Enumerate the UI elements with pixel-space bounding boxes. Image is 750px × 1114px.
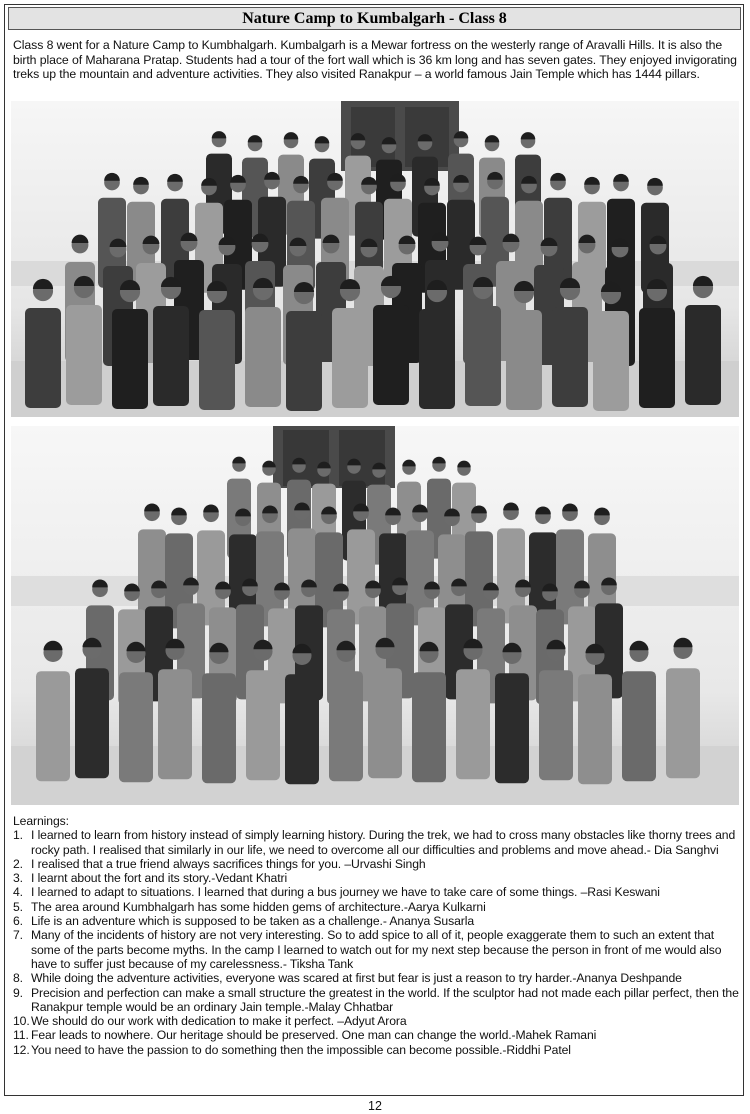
learning-text: Life is an adventure which is supposed to be taken as a challenge.- Ananya Susarla — [31, 914, 475, 929]
learning-item — [13, 914, 741, 928]
learning-item — [13, 900, 741, 914]
learning-number: 1. — [13, 828, 23, 843]
learning-item — [13, 1028, 741, 1042]
learning-number: 5. — [13, 899, 23, 914]
group-photo-casual — [11, 101, 739, 417]
page-title: Nature Camp to Kumbalgarh - Class 8 — [242, 10, 507, 27]
learning-number: 9. — [13, 985, 23, 1000]
intro-paragraph: Class 8 went for a Nature Camp to Kumbhalgarh. Kumbalgarh is a Mewar fortress on the westerly range of Aravalli Hills. It is also the birth place of Maharana Pratap. Students had a tour of the fort wall which is 36 km long and has seven gates. They enjoyed invigorating treks up the mountain and adventure activities. They also visited Ranakpur – a world famous Jain Temple which has 1444 pillars. — [13, 38, 737, 82]
learning-text: I learnt about the fort and its story.-Vedant Khatri — [31, 871, 288, 886]
learning-item — [13, 1014, 741, 1028]
learning-number: 8. — [13, 971, 23, 986]
learning-text: I realised that a true friend always sacrifices things for you. –Urvashi Singh — [31, 856, 426, 871]
learning-number: 6. — [13, 914, 23, 929]
learning-number: 4. — [13, 885, 23, 900]
learning-text: Precision and perfection can make a small structure the greatest in the world. If the sculptor had not made each pillar perfect, then the Ranakpur temple would be an ordinary Jain temple.-Malay Chhatbar — [31, 985, 739, 1014]
group-photo-casual-image — [11, 101, 739, 417]
learning-text: I learned to adapt to situations. I learned that during a bus journey we have to take care of some things. –Rasi Keswani — [31, 885, 660, 900]
learning-item — [13, 986, 741, 1015]
group-photo-uniform — [11, 426, 739, 805]
learnings-list — [13, 828, 741, 1057]
title-bar — [8, 7, 741, 30]
learning-item — [13, 885, 741, 899]
group-photo-uniform-image — [11, 426, 739, 805]
learning-text: While doing the adventure activities, everyone was scared at first but fear is just a reason to try harder.-Ananya Deshpande — [31, 971, 682, 986]
learning-text: We should do our work with dedication to make it perfect. –Adyut Arora — [31, 1014, 407, 1029]
learning-item — [13, 828, 741, 857]
learnings-heading: Learnings: — [13, 814, 69, 828]
learning-text: Many of the incidents of history are not very interesting. So to add spice to all of it, people exaggerate them to such an extent that some of the parts become myths. In the camp I learned to watch out for my next step because the person in front of me would also have to suffer just because of my carelessness.- Tiksha Tank — [31, 928, 722, 971]
learning-text: The area around Kumbhalgarh has some hidden gems of architecture.-Aarya Kulkarni — [31, 899, 486, 914]
learning-item — [13, 857, 741, 871]
learning-item — [13, 928, 741, 971]
learning-number: 2. — [13, 856, 23, 871]
learning-number: 11. — [13, 1028, 29, 1043]
learning-number: 3. — [13, 871, 23, 886]
learning-text: I learned to learn from history instead of simply learning history. During the trek, we had to cross many obstacles like thorny trees and rocky path. I realised that similarly in our life, we need to overcome all our difficulties and problems and move ahead.- Dia Sanghvi — [31, 828, 736, 857]
learning-item — [13, 971, 741, 985]
page-number: 12 — [368, 1099, 382, 1113]
learnings-section — [13, 814, 741, 1057]
learning-item — [13, 871, 741, 885]
learning-number: 7. — [13, 928, 23, 943]
learning-number: 12. — [13, 1042, 30, 1057]
learning-text: Fear leads to nowhere. Our heritage should be preserved. One man can change the world.-Mahek Ramani — [31, 1028, 597, 1043]
learning-number: 10. — [13, 1014, 30, 1029]
learning-text: You need to have the passion to do something then the impossible can become possible.-Riddhi Patel — [31, 1042, 571, 1057]
learning-item — [13, 1043, 741, 1057]
